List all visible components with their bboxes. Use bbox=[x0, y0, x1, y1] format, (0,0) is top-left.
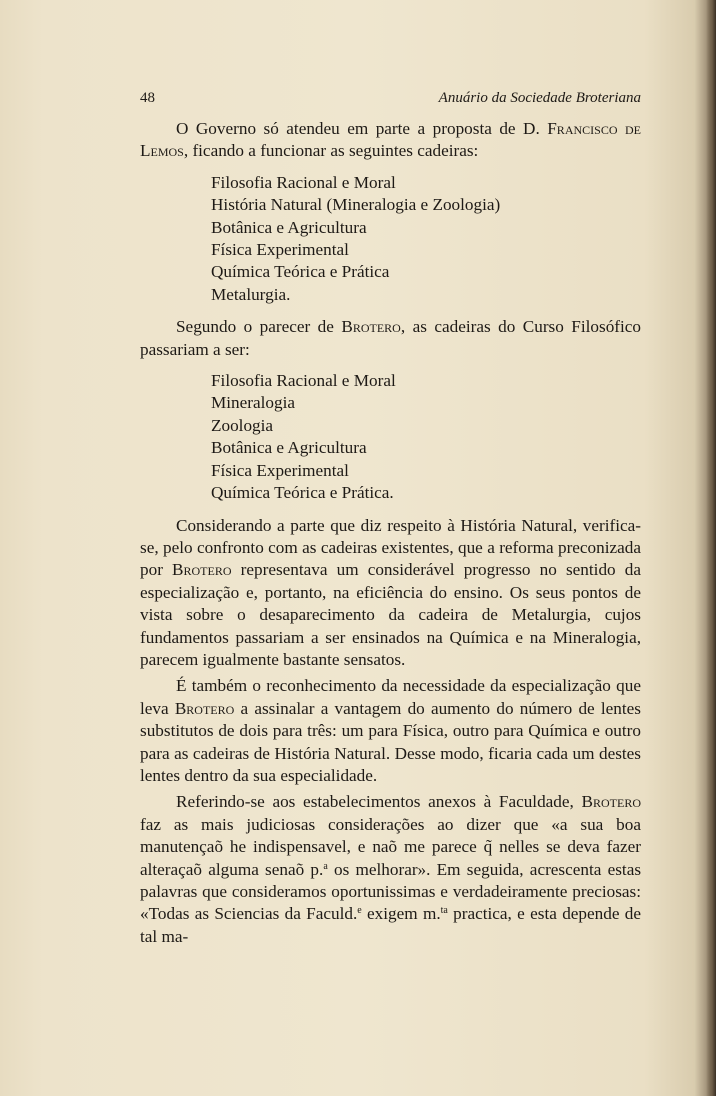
list-item: Botânica e Agricultura bbox=[211, 217, 367, 237]
abbrev-superscript: e bbox=[357, 905, 362, 917]
p5-text-b: faz as mais judiciosas considerações ao dizer que «a sua boa manutençaõ he indispensavel, e naõ me parece q̃ nelles se deva fazer alteraçaõ alguma senaõ p. bbox=[140, 814, 641, 879]
p5-text-c: os melhorar». Em seguida, acrescenta estas palavras que consideramos oportunissimas e verdadeiramente preciosas: «Todas as Sciencias da Faculd. bbox=[140, 859, 642, 924]
paragraph-4 bbox=[140, 675, 641, 787]
page-body bbox=[140, 118, 641, 948]
p1-text-b: , ficando a funcionar as seguintes cadeiras: bbox=[183, 141, 479, 161]
p2-person-name: Brotero bbox=[341, 317, 401, 337]
list-item: Mineralogia bbox=[211, 393, 295, 413]
list-item: História Natural (Mineralogia e Zoologia) bbox=[211, 195, 501, 215]
list-item: Zoologia bbox=[211, 415, 274, 435]
p5-text-a: Referindo-se aos estabelecimentos anexos à Faculdade, bbox=[176, 792, 582, 812]
p3-text-b: representava um considerável progresso no sentido da especialização e, portanto, na eficiência do ensino. Os seus pontos de vista sobre o desaparecimento da cadeira de Metalurgia, cujos fundamentos passariam a ser ensinados na Química e na Mineralogia, parecem igualmente bastante sensatos. bbox=[140, 560, 641, 669]
p3-text-a: Considerando a parte que diz respeito à História Natural, verifica-se, pelo confronto com as cadeiras existentes, que a reforma preconizada por bbox=[140, 515, 641, 580]
abbrev-superscript: ta bbox=[440, 905, 448, 917]
cadeiras-list-government bbox=[211, 172, 641, 306]
list-item: Física Experimental bbox=[211, 240, 349, 260]
p5-text-e: practica, e esta depende de tal ma- bbox=[140, 904, 642, 946]
paragraph-5 bbox=[140, 791, 641, 948]
list-item: Filosofia Racional e Moral bbox=[211, 172, 396, 192]
paragraph-2 bbox=[140, 316, 641, 361]
p4-text-a: É também o reconhecimento da necessidade da especialização que leva bbox=[140, 676, 641, 718]
paragraph-1 bbox=[140, 118, 641, 163]
page-edge-shadow bbox=[706, 0, 716, 1096]
paragraph-3 bbox=[140, 515, 641, 672]
list-item: Metalurgia. bbox=[211, 284, 291, 304]
list-item: Botânica e Agricultura bbox=[211, 438, 367, 458]
page-number: 48 bbox=[140, 90, 155, 106]
abbrev-superscript: a bbox=[323, 860, 328, 872]
running-title: Anuário da Sociedade Broteriana bbox=[438, 90, 641, 106]
p5-person-name: Brotero bbox=[581, 792, 641, 812]
p1-person-name: Francisco de Lemos bbox=[140, 119, 641, 161]
p4-text-b: a assinalar a vantagem do aumento do número de lentes substitutos de dois para três: um para Física, outro para Química e outro para as cadeiras de História Natural. Desse modo, ficaria cada um destes lentes dentro da sua especialidade. bbox=[140, 698, 641, 785]
list-item: Química Teórica e Prática. bbox=[211, 483, 394, 503]
list-item: Física Experimental bbox=[211, 460, 349, 480]
p3-person-name: Brotero bbox=[172, 560, 232, 580]
list-item: Filosofia Racional e Moral bbox=[211, 371, 396, 391]
p2-text-b: , as cadeiras do Curso Filosófico passariam a ser: bbox=[140, 317, 642, 359]
p4-person-name: Brotero bbox=[174, 698, 235, 718]
list-item: Química Teórica e Prática bbox=[211, 262, 390, 282]
p2-text-a: Segundo o parecer de bbox=[176, 317, 342, 337]
p1-text-a: O Governo só atendeu em parte a proposta de D. bbox=[176, 119, 548, 138]
page-header bbox=[140, 90, 641, 112]
p5-text-d: exigem m. bbox=[361, 904, 441, 924]
cadeiras-list-brotero bbox=[211, 370, 641, 504]
